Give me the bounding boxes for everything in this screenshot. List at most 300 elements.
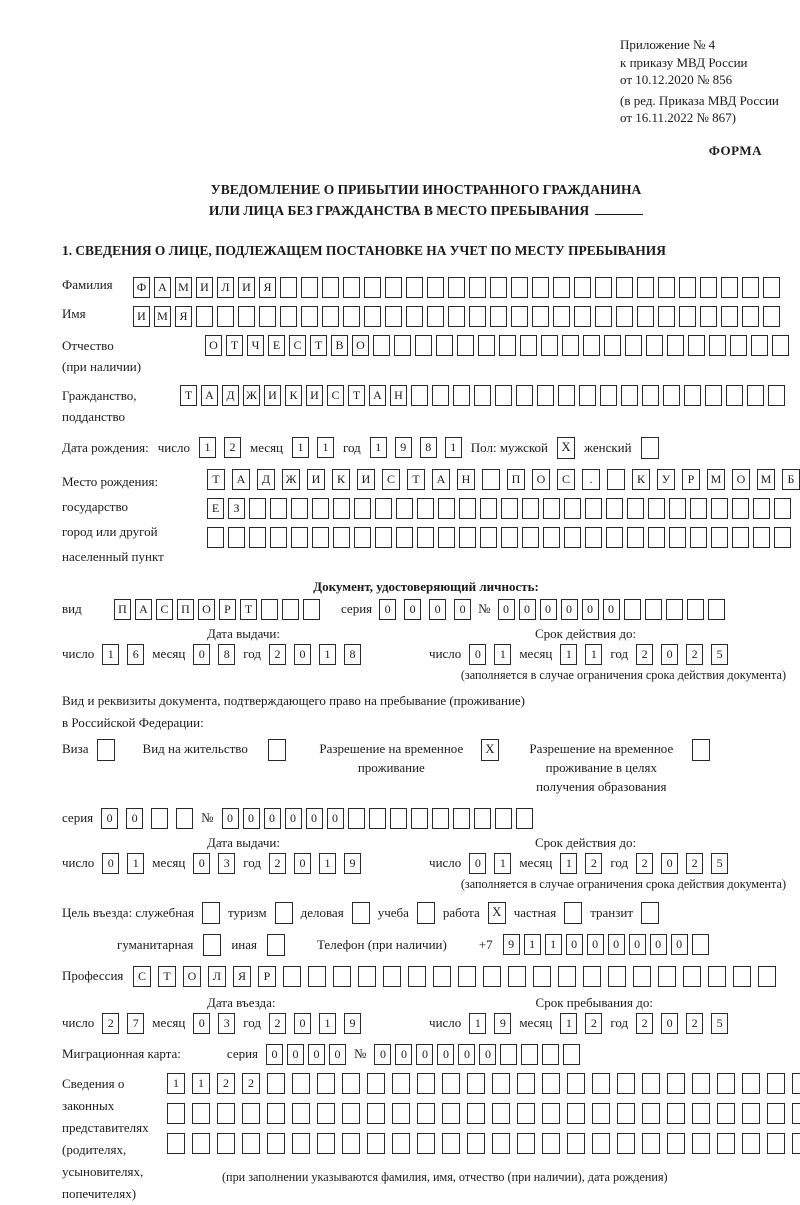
char-box[interactable] — [617, 1103, 635, 1124]
char-box[interactable] — [792, 1103, 800, 1124]
char-box[interactable] — [448, 277, 465, 298]
char-box[interactable]: Т — [226, 335, 243, 356]
char-box[interactable]: 0 — [469, 853, 486, 874]
char-box[interactable]: П — [177, 599, 194, 620]
char-box[interactable] — [646, 335, 663, 356]
char-box[interactable]: 2 — [686, 1013, 703, 1034]
char-box[interactable] — [438, 498, 455, 519]
char-box[interactable] — [542, 1103, 560, 1124]
char-box[interactable]: 8 — [218, 644, 235, 665]
char-box[interactable]: И — [357, 469, 375, 490]
char-box[interactable] — [480, 498, 497, 519]
char-box[interactable] — [604, 335, 621, 356]
char-box[interactable]: Д — [257, 469, 275, 490]
char-box[interactable] — [705, 385, 722, 406]
char-box[interactable] — [417, 1103, 435, 1124]
char-box[interactable] — [692, 934, 709, 955]
char-box[interactable] — [385, 277, 402, 298]
char-box[interactable] — [280, 277, 297, 298]
char-box[interactable]: 3 — [218, 853, 235, 874]
char-box[interactable] — [763, 306, 780, 327]
char-box[interactable] — [367, 1103, 385, 1124]
char-box[interactable] — [541, 335, 558, 356]
char-box[interactable] — [574, 306, 591, 327]
char-box[interactable] — [532, 306, 549, 327]
char-box[interactable] — [617, 1133, 635, 1154]
char-box[interactable]: Я — [175, 306, 192, 327]
char-box[interactable] — [408, 966, 426, 987]
char-box[interactable] — [394, 335, 411, 356]
char-box[interactable] — [427, 277, 444, 298]
char-box[interactable]: Е — [207, 498, 224, 519]
char-box[interactable]: 0 — [587, 934, 604, 955]
char-box[interactable] — [492, 1133, 510, 1154]
char-box[interactable]: 0 — [306, 808, 323, 829]
char-box[interactable]: 2 — [102, 1013, 119, 1034]
char-box[interactable] — [483, 966, 501, 987]
char-box[interactable] — [742, 306, 759, 327]
char-box[interactable] — [390, 808, 407, 829]
char-box[interactable] — [469, 277, 486, 298]
char-box[interactable] — [742, 1073, 760, 1094]
char-box[interactable] — [228, 527, 245, 548]
char-box[interactable] — [585, 527, 602, 548]
char-box[interactable] — [270, 498, 287, 519]
char-box[interactable] — [616, 306, 633, 327]
char-box[interactable] — [537, 385, 554, 406]
char-box[interactable] — [692, 1073, 710, 1094]
char-box[interactable] — [592, 1103, 610, 1124]
char-box[interactable] — [217, 1103, 235, 1124]
char-box[interactable]: 0 — [603, 599, 620, 620]
char-box[interactable]: 2 — [585, 1013, 602, 1034]
char-box[interactable]: Ж — [282, 469, 300, 490]
char-box[interactable] — [645, 599, 662, 620]
char-box[interactable] — [385, 306, 402, 327]
char-box[interactable]: 1 — [545, 934, 562, 955]
char-box[interactable] — [592, 1073, 610, 1094]
char-box[interactable]: 0 — [661, 1013, 678, 1034]
char-box[interactable] — [642, 1073, 660, 1094]
char-box[interactable]: А — [154, 277, 171, 298]
char-box[interactable] — [732, 527, 749, 548]
char-box[interactable]: 0 — [308, 1044, 325, 1065]
char-box[interactable] — [583, 335, 600, 356]
char-box[interactable]: 2 — [224, 437, 241, 458]
char-box[interactable] — [648, 498, 665, 519]
char-box[interactable] — [442, 1103, 460, 1124]
char-box[interactable] — [396, 527, 413, 548]
char-box[interactable]: 0 — [264, 808, 281, 829]
char-box[interactable] — [708, 966, 726, 987]
char-box[interactable] — [501, 527, 518, 548]
char-box[interactable] — [517, 1133, 535, 1154]
purpose-business-checkbox[interactable] — [352, 902, 370, 924]
char-box[interactable] — [567, 1103, 585, 1124]
char-box[interactable] — [312, 498, 329, 519]
char-box[interactable]: А — [432, 469, 450, 490]
char-box[interactable] — [343, 277, 360, 298]
char-box[interactable] — [627, 527, 644, 548]
char-box[interactable]: 1 — [494, 853, 511, 874]
char-box[interactable]: О — [732, 469, 750, 490]
char-box[interactable] — [267, 1103, 285, 1124]
char-box[interactable]: Т — [158, 966, 176, 987]
char-box[interactable] — [721, 306, 738, 327]
char-box[interactable]: Н — [390, 385, 407, 406]
char-box[interactable] — [490, 277, 507, 298]
char-box[interactable] — [308, 966, 326, 987]
char-box[interactable] — [292, 1133, 310, 1154]
char-box[interactable]: 0 — [519, 599, 536, 620]
purpose-study-checkbox[interactable] — [417, 902, 435, 924]
char-box[interactable] — [480, 527, 497, 548]
char-box[interactable] — [562, 335, 579, 356]
char-box[interactable]: С — [382, 469, 400, 490]
char-box[interactable] — [617, 1073, 635, 1094]
char-box[interactable]: О — [183, 966, 201, 987]
char-box[interactable] — [642, 385, 659, 406]
char-box[interactable] — [608, 966, 626, 987]
char-box[interactable] — [411, 385, 428, 406]
char-box[interactable]: 1 — [192, 1073, 210, 1094]
char-box[interactable] — [708, 599, 725, 620]
char-box[interactable] — [392, 1073, 410, 1094]
char-box[interactable] — [642, 1133, 660, 1154]
char-box[interactable] — [432, 385, 449, 406]
char-box[interactable]: Л — [208, 966, 226, 987]
char-box[interactable] — [692, 1103, 710, 1124]
char-box[interactable] — [442, 1073, 460, 1094]
char-box[interactable] — [192, 1133, 210, 1154]
char-box[interactable]: 0 — [126, 808, 143, 829]
char-box[interactable]: З — [228, 498, 245, 519]
char-box[interactable]: М — [154, 306, 171, 327]
char-box[interactable] — [732, 498, 749, 519]
char-box[interactable] — [333, 498, 350, 519]
char-box[interactable] — [442, 1133, 460, 1154]
char-box[interactable] — [753, 527, 770, 548]
resdoc-visa-checkbox[interactable] — [97, 739, 115, 761]
char-box[interactable] — [406, 277, 423, 298]
char-box[interactable] — [415, 335, 432, 356]
purpose-tourism-checkbox[interactable] — [275, 902, 293, 924]
char-box[interactable] — [383, 966, 401, 987]
char-box[interactable]: 0 — [437, 1044, 454, 1065]
char-box[interactable] — [369, 808, 386, 829]
char-box[interactable]: С — [156, 599, 173, 620]
char-box[interactable]: 0 — [608, 934, 625, 955]
char-box[interactable] — [543, 498, 560, 519]
char-box[interactable] — [411, 808, 428, 829]
char-box[interactable]: Т — [310, 335, 327, 356]
char-box[interactable] — [763, 277, 780, 298]
char-box[interactable]: А — [135, 599, 152, 620]
resdoc-temp-checkbox[interactable]: X — [481, 739, 499, 761]
char-box[interactable] — [606, 498, 623, 519]
char-box[interactable] — [774, 527, 791, 548]
purpose-humanitarian-checkbox[interactable] — [203, 934, 221, 956]
char-box[interactable] — [457, 335, 474, 356]
char-box[interactable] — [553, 277, 570, 298]
char-box[interactable] — [522, 498, 539, 519]
char-box[interactable] — [516, 808, 533, 829]
char-box[interactable]: 0 — [395, 1044, 412, 1065]
char-box[interactable] — [291, 527, 308, 548]
char-box[interactable] — [495, 385, 512, 406]
char-box[interactable]: Н — [457, 469, 475, 490]
resdoc-edu-checkbox[interactable] — [692, 739, 710, 761]
char-box[interactable]: Ч — [247, 335, 264, 356]
char-box[interactable]: 7 — [127, 1013, 144, 1034]
char-box[interactable] — [733, 966, 751, 987]
char-box[interactable] — [392, 1133, 410, 1154]
char-box[interactable]: 0 — [671, 934, 688, 955]
char-box[interactable] — [333, 527, 350, 548]
char-box[interactable]: 0 — [266, 1044, 283, 1065]
char-box[interactable] — [467, 1133, 485, 1154]
char-box[interactable]: О — [352, 335, 369, 356]
char-box[interactable] — [238, 306, 255, 327]
char-box[interactable] — [406, 306, 423, 327]
char-box[interactable] — [621, 385, 638, 406]
sex-female-checkbox[interactable] — [641, 437, 659, 459]
char-box[interactable] — [772, 335, 789, 356]
char-box[interactable] — [482, 469, 500, 490]
char-box[interactable] — [667, 1103, 685, 1124]
char-box[interactable]: 6 — [127, 644, 144, 665]
char-box[interactable]: И — [238, 277, 255, 298]
char-box[interactable] — [364, 306, 381, 327]
char-box[interactable]: 8 — [344, 644, 361, 665]
char-box[interactable]: 2 — [585, 853, 602, 874]
char-box[interactable] — [517, 1103, 535, 1124]
char-box[interactable] — [511, 306, 528, 327]
char-box[interactable] — [291, 498, 308, 519]
char-box[interactable] — [303, 599, 320, 620]
char-box[interactable]: К — [632, 469, 650, 490]
char-box[interactable] — [751, 335, 768, 356]
char-box[interactable]: 5 — [711, 853, 728, 874]
char-box[interactable] — [692, 1133, 710, 1154]
char-box[interactable] — [367, 1073, 385, 1094]
char-box[interactable] — [567, 1133, 585, 1154]
char-box[interactable] — [301, 306, 318, 327]
char-box[interactable]: 1 — [560, 644, 577, 665]
char-box[interactable] — [567, 1073, 585, 1094]
char-box[interactable] — [267, 1073, 285, 1094]
char-box[interactable]: 0 — [102, 853, 119, 874]
char-box[interactable] — [364, 277, 381, 298]
char-box[interactable]: 0 — [561, 599, 578, 620]
char-box[interactable]: М — [707, 469, 725, 490]
char-box[interactable]: 0 — [222, 808, 239, 829]
char-box[interactable]: 0 — [582, 599, 599, 620]
char-box[interactable] — [730, 335, 747, 356]
char-box[interactable] — [433, 966, 451, 987]
char-box[interactable]: М — [757, 469, 775, 490]
char-box[interactable] — [242, 1133, 260, 1154]
char-box[interactable] — [583, 966, 601, 987]
char-box[interactable] — [687, 599, 704, 620]
char-box[interactable]: 0 — [661, 853, 678, 874]
char-box[interactable]: 5 — [711, 1013, 728, 1034]
char-box[interactable]: 0 — [379, 599, 396, 620]
char-box[interactable] — [478, 335, 495, 356]
char-box[interactable]: 1 — [167, 1073, 185, 1094]
char-box[interactable] — [317, 1103, 335, 1124]
char-box[interactable] — [717, 1133, 735, 1154]
char-box[interactable] — [642, 1103, 660, 1124]
char-box[interactable]: С — [557, 469, 575, 490]
char-box[interactable]: 2 — [636, 853, 653, 874]
char-box[interactable]: 1 — [445, 437, 462, 458]
char-box[interactable]: 0 — [101, 808, 118, 829]
char-box[interactable] — [522, 527, 539, 548]
char-box[interactable] — [358, 966, 376, 987]
char-box[interactable] — [242, 1103, 260, 1124]
char-box[interactable]: А — [232, 469, 250, 490]
char-box[interactable] — [721, 277, 738, 298]
char-box[interactable]: В — [331, 335, 348, 356]
char-box[interactable]: 0 — [193, 1013, 210, 1034]
char-box[interactable] — [342, 1103, 360, 1124]
char-box[interactable] — [292, 1073, 310, 1094]
char-box[interactable] — [261, 599, 278, 620]
char-box[interactable]: 2 — [636, 1013, 653, 1034]
char-box[interactable] — [585, 498, 602, 519]
char-box[interactable] — [283, 966, 301, 987]
char-box[interactable]: 2 — [269, 644, 286, 665]
char-box[interactable] — [767, 1103, 785, 1124]
char-box[interactable] — [417, 1133, 435, 1154]
char-box[interactable]: 1 — [102, 644, 119, 665]
char-box[interactable] — [700, 277, 717, 298]
char-box[interactable] — [742, 1103, 760, 1124]
char-box[interactable] — [282, 599, 299, 620]
char-box[interactable]: 5 — [711, 644, 728, 665]
char-box[interactable]: 3 — [218, 1013, 235, 1034]
char-box[interactable]: 9 — [503, 934, 520, 955]
char-box[interactable] — [767, 1133, 785, 1154]
char-box[interactable]: 0 — [285, 808, 302, 829]
char-box[interactable]: 0 — [327, 808, 344, 829]
char-box[interactable] — [322, 277, 339, 298]
char-box[interactable] — [768, 385, 785, 406]
char-box[interactable]: 1 — [319, 644, 336, 665]
char-box[interactable]: 1 — [469, 1013, 486, 1034]
char-box[interactable] — [542, 1044, 559, 1065]
char-box[interactable] — [592, 1133, 610, 1154]
char-box[interactable]: 0 — [566, 934, 583, 955]
char-box[interactable]: 1 — [199, 437, 216, 458]
char-box[interactable] — [373, 335, 390, 356]
char-box[interactable] — [322, 306, 339, 327]
char-box[interactable]: 1 — [127, 853, 144, 874]
char-box[interactable] — [458, 966, 476, 987]
char-box[interactable] — [417, 1073, 435, 1094]
char-box[interactable] — [700, 306, 717, 327]
char-box[interactable] — [270, 527, 287, 548]
char-box[interactable]: Д — [222, 385, 239, 406]
char-box[interactable] — [167, 1103, 185, 1124]
char-box[interactable]: 0 — [416, 1044, 433, 1065]
purpose-official-checkbox[interactable] — [202, 902, 220, 924]
sex-male-checkbox[interactable]: X — [557, 437, 575, 459]
char-box[interactable]: 1 — [292, 437, 309, 458]
char-box[interactable] — [543, 527, 560, 548]
char-box[interactable]: 0 — [374, 1044, 391, 1065]
char-box[interactable] — [648, 527, 665, 548]
char-box[interactable] — [742, 1133, 760, 1154]
char-box[interactable] — [417, 527, 434, 548]
char-box[interactable] — [490, 306, 507, 327]
char-box[interactable] — [595, 306, 612, 327]
char-box[interactable]: У — [657, 469, 675, 490]
char-box[interactable] — [267, 1133, 285, 1154]
char-box[interactable]: Т — [180, 385, 197, 406]
char-box[interactable] — [192, 1103, 210, 1124]
char-box[interactable]: 0 — [287, 1044, 304, 1065]
char-box[interactable] — [747, 385, 764, 406]
char-box[interactable]: Е — [268, 335, 285, 356]
char-box[interactable]: Р — [258, 966, 276, 987]
char-box[interactable]: 9 — [344, 853, 361, 874]
resdoc-residence-checkbox[interactable] — [268, 739, 286, 761]
char-box[interactable]: Р — [219, 599, 236, 620]
char-box[interactable] — [679, 306, 696, 327]
char-box[interactable]: 0 — [479, 1044, 496, 1065]
char-box[interactable] — [217, 1133, 235, 1154]
char-box[interactable]: А — [369, 385, 386, 406]
char-box[interactable]: 1 — [317, 437, 334, 458]
char-box[interactable] — [417, 498, 434, 519]
char-box[interactable]: 0 — [650, 934, 667, 955]
char-box[interactable]: Т — [240, 599, 257, 620]
char-box[interactable] — [658, 277, 675, 298]
char-box[interactable]: Я — [233, 966, 251, 987]
char-box[interactable] — [517, 1073, 535, 1094]
char-box[interactable] — [500, 1044, 517, 1065]
char-box[interactable] — [690, 527, 707, 548]
char-box[interactable]: 8 — [420, 437, 437, 458]
char-box[interactable]: 2 — [217, 1073, 235, 1094]
char-box[interactable]: Б — [782, 469, 800, 490]
char-box[interactable] — [669, 527, 686, 548]
char-box[interactable]: С — [289, 335, 306, 356]
char-box[interactable] — [658, 966, 676, 987]
char-box[interactable] — [742, 277, 759, 298]
char-box[interactable]: 2 — [269, 853, 286, 874]
char-box[interactable]: 2 — [636, 644, 653, 665]
char-box[interactable] — [667, 1133, 685, 1154]
char-box[interactable] — [667, 1073, 685, 1094]
char-box[interactable]: М — [175, 277, 192, 298]
char-box[interactable]: 9 — [344, 1013, 361, 1034]
char-box[interactable]: 0 — [498, 599, 515, 620]
char-box[interactable]: 0 — [294, 644, 311, 665]
purpose-private-checkbox[interactable] — [564, 902, 582, 924]
char-box[interactable]: П — [507, 469, 525, 490]
char-box[interactable]: С — [327, 385, 344, 406]
char-box[interactable]: О — [532, 469, 550, 490]
purpose-transit-checkbox[interactable] — [641, 902, 659, 924]
char-box[interactable] — [711, 498, 728, 519]
char-box[interactable] — [606, 527, 623, 548]
char-box[interactable] — [474, 385, 491, 406]
char-box[interactable] — [333, 966, 351, 987]
char-box[interactable] — [564, 527, 581, 548]
